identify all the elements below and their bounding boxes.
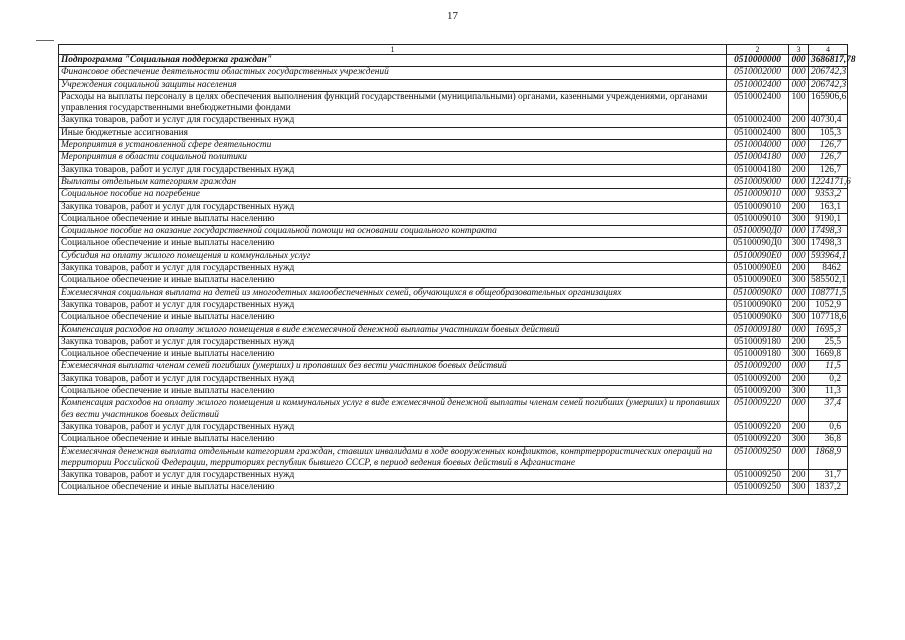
row-name: Учреждения социальной защиты населения <box>59 79 727 91</box>
row-expense-type: 200 <box>789 115 809 127</box>
row-target-code: 0510009200 <box>727 361 789 373</box>
row-target-code: 05100090К0 <box>727 299 789 311</box>
row-name: Социальное обеспечение и иные выплаты населению <box>59 213 727 225</box>
row-amount: 165906,6 <box>809 91 848 115</box>
row-amount: 37,4 <box>809 398 848 422</box>
table-row <box>59 115 848 127</box>
column-number-3: 3 <box>789 45 809 55</box>
table-row <box>59 152 848 164</box>
row-target-code: 05100090К0 <box>727 312 789 324</box>
row-amount: 163,1 <box>809 201 848 213</box>
row-target-code: 05100090Д0 <box>727 226 789 238</box>
row-amount: 0,6 <box>809 421 848 433</box>
table-row <box>59 482 848 494</box>
row-name: Социальное обеспечение и иные выплаты населению <box>59 434 727 446</box>
row-amount: 25,5 <box>809 336 848 348</box>
row-amount: 1868,9 <box>809 446 848 470</box>
row-amount: 1695,3 <box>809 324 848 336</box>
row-name: Социальное обеспечение и иные выплаты населению <box>59 482 727 494</box>
table-row <box>59 446 848 470</box>
row-amount: 1669,8 <box>809 349 848 361</box>
row-expense-type: 300 <box>789 482 809 494</box>
table-row <box>59 470 848 482</box>
row-target-code: 0510000000 <box>727 55 789 67</box>
row-amount: 40730,4 <box>809 115 848 127</box>
row-amount: 126,7 <box>809 140 848 152</box>
table-row <box>59 226 848 238</box>
row-target-code: 0510009220 <box>727 421 789 433</box>
table-row <box>59 55 848 67</box>
row-target-code: 0510004000 <box>727 140 789 152</box>
row-amount: 107718,6 <box>809 312 848 324</box>
row-amount: 126,7 <box>809 164 848 176</box>
row-amount: 11,3 <box>809 386 848 398</box>
row-target-code: 05100090Е0 <box>727 250 789 262</box>
row-target-code: 0510009250 <box>727 482 789 494</box>
row-name: Финансовое обеспечение деятельности областных государственных учреждений <box>59 67 727 79</box>
row-expense-type: 000 <box>789 189 809 201</box>
row-expense-type: 200 <box>789 263 809 275</box>
table-row <box>59 263 848 275</box>
table-row <box>59 164 848 176</box>
row-target-code: 0510004180 <box>727 152 789 164</box>
row-amount: 1052,9 <box>809 299 848 311</box>
row-name: Закупка товаров, работ и услуг для государственных нужд <box>59 421 727 433</box>
row-expense-type: 200 <box>789 470 809 482</box>
row-target-code: 05100090Е0 <box>727 275 789 287</box>
row-target-code: 0510002400 <box>727 115 789 127</box>
page-number: 17 <box>447 10 458 22</box>
table-row <box>59 386 848 398</box>
table-row <box>59 250 848 262</box>
row-expense-type: 000 <box>789 446 809 470</box>
row-name: Мероприятия в области социальной политики <box>59 152 727 164</box>
row-name: Закупка товаров, работ и услуг для государственных нужд <box>59 470 727 482</box>
row-target-code: 0510002000 <box>727 67 789 79</box>
row-expense-type: 200 <box>789 201 809 213</box>
row-expense-type: 000 <box>789 324 809 336</box>
row-amount: 206742,3 <box>809 79 848 91</box>
row-amount: 585502,1 <box>809 275 848 287</box>
row-target-code: 0510009180 <box>727 324 789 336</box>
row-expense-type: 200 <box>789 299 809 311</box>
table-row <box>59 189 848 201</box>
scan-mark <box>36 40 54 41</box>
row-amount: 17498,3 <box>809 238 848 250</box>
row-amount: 126,7 <box>809 152 848 164</box>
row-amount: 1224171,6 <box>809 176 848 188</box>
table-row <box>59 312 848 324</box>
row-name: Закупка товаров, работ и услуг для государственных нужд <box>59 201 727 213</box>
table-row <box>59 361 848 373</box>
row-name: Расходы на выплаты персоналу в целях обеспечения выполнения функций государственными (муниципальными) органами, казенными учреждениями, органами управления государственными внебюджетными фондами <box>59 91 727 115</box>
row-name: Ежемесячная социальная выплата на детей из многодетных малообеспеченных семей, обучающихся в общеобразовательных организациях <box>59 287 727 299</box>
row-target-code: 0510009180 <box>727 349 789 361</box>
row-name: Закупка товаров, работ и услуг для государственных нужд <box>59 299 727 311</box>
table-row <box>59 127 848 139</box>
table-row <box>59 213 848 225</box>
row-expense-type: 000 <box>789 140 809 152</box>
row-name: Ежемесячная денежная выплата отдельным категориям граждан, ставших инвалидами в ходе вооруженных конфликтов, контртеррористических операций на территории Российской Федерации, территориях республик бывшего СССР, в период ведения боевых действий в Афганистане <box>59 446 727 470</box>
table-row <box>59 434 848 446</box>
row-expense-type: 000 <box>789 398 809 422</box>
row-amount: 206742,3 <box>809 67 848 79</box>
row-amount: 108771,5 <box>809 287 848 299</box>
row-amount: 0,2 <box>809 373 848 385</box>
table-row <box>59 91 848 115</box>
budget-table-body <box>59 45 856 495</box>
row-expense-type: 300 <box>789 434 809 446</box>
table-row <box>59 299 848 311</box>
row-expense-type: 300 <box>789 275 809 287</box>
table-row <box>59 349 848 361</box>
row-name: Социальное обеспечение и иные выплаты населению <box>59 349 727 361</box>
table-row <box>59 176 848 188</box>
row-expense-type: 000 <box>789 55 809 67</box>
row-target-code: 05100090Д0 <box>727 238 789 250</box>
row-target-code: 0510009250 <box>727 470 789 482</box>
row-amount: 36,8 <box>809 434 848 446</box>
column-number-1: 1 <box>59 45 727 55</box>
row-name: Социальное пособие на оказание государственной социальной помощи на основании социального контракта <box>59 226 727 238</box>
table-row <box>59 79 848 91</box>
row-target-code: 0510009220 <box>727 434 789 446</box>
row-name: Социальное обеспечение и иные выплаты населению <box>59 275 727 287</box>
table-row <box>59 421 848 433</box>
row-target-code: 0510009200 <box>727 386 789 398</box>
row-expense-type: 000 <box>789 152 809 164</box>
column-number-2: 2 <box>727 45 789 55</box>
row-amount: 593964,1 <box>809 250 848 262</box>
row-amount: 105,3 <box>809 127 848 139</box>
row-target-code: 0510009220 <box>727 398 789 422</box>
row-expense-type: 100 <box>789 91 809 115</box>
row-name: Социальное обеспечение и иные выплаты населению <box>59 386 727 398</box>
row-amount: 3686817,78 <box>809 55 848 67</box>
row-expense-type: 000 <box>789 67 809 79</box>
table-row <box>59 324 848 336</box>
table-row <box>59 398 848 422</box>
table-row <box>59 140 848 152</box>
row-target-code: 0510009010 <box>727 201 789 213</box>
row-name: Выплаты отдельным категориям граждан <box>59 176 727 188</box>
row-name: Закупка товаров, работ и услуг для государственных нужд <box>59 263 727 275</box>
table-row <box>59 201 848 213</box>
row-expense-type: 200 <box>789 421 809 433</box>
row-target-code: 0510004180 <box>727 164 789 176</box>
row-expense-type: 000 <box>789 176 809 188</box>
row-expense-type: 300 <box>789 238 809 250</box>
row-name: Социальное обеспечение и иные выплаты населению <box>59 238 727 250</box>
table-row <box>59 67 848 79</box>
column-number-row <box>59 45 848 55</box>
row-target-code: 0510002400 <box>727 79 789 91</box>
row-target-code: 0510009010 <box>727 213 789 225</box>
table-row <box>59 238 848 250</box>
row-amount: 9353,2 <box>809 189 848 201</box>
table-row <box>59 373 848 385</box>
row-amount: 9190,1 <box>809 213 848 225</box>
row-expense-type: 000 <box>789 226 809 238</box>
row-target-code: 0510009180 <box>727 336 789 348</box>
budget-table <box>58 44 856 495</box>
row-target-code: 05100090Е0 <box>727 263 789 275</box>
row-amount: 11,5 <box>809 361 848 373</box>
row-expense-type: 300 <box>789 312 809 324</box>
row-amount: 1837,2 <box>809 482 848 494</box>
row-expense-type: 000 <box>789 287 809 299</box>
row-name: Закупка товаров, работ и услуг для государственных нужд <box>59 336 727 348</box>
row-name: Закупка товаров, работ и услуг для государственных нужд <box>59 164 727 176</box>
row-target-code: 05100090К0 <box>727 287 789 299</box>
row-name: Подпрограмма "Социальная поддержка граждан" <box>59 55 727 67</box>
row-name: Ежемесячная выплата членам семей погибших (умерших) и пропавших без вести участников боевых действий <box>59 361 727 373</box>
row-amount: 17498,3 <box>809 226 848 238</box>
row-expense-type: 200 <box>789 336 809 348</box>
row-target-code: 0510009010 <box>727 189 789 201</box>
row-expense-type: 200 <box>789 373 809 385</box>
row-name: Компенсация расходов на оплату жилого помещения в виде ежемесячной денежной выплаты участникам боевых действий <box>59 324 727 336</box>
row-name: Компенсация расходов на оплату жилого помещения и коммунальных услуг в виде ежемесячной денежной выплаты членам семей погибших (умерших) и пропавших без вести участников боевых действий <box>59 398 727 422</box>
row-target-code: 0510009000 <box>727 176 789 188</box>
row-amount: 8462 <box>809 263 848 275</box>
row-name: Мероприятия в установленной сфере деятельности <box>59 140 727 152</box>
row-name: Закупка товаров, работ и услуг для государственных нужд <box>59 373 727 385</box>
row-target-code: 0510009200 <box>727 373 789 385</box>
row-target-code: 0510002400 <box>727 91 789 115</box>
row-name: Иные бюджетные ассигнования <box>59 127 727 139</box>
row-name: Закупка товаров, работ и услуг для государственных нужд <box>59 115 727 127</box>
table-row <box>59 287 848 299</box>
row-name: Социальное пособие на погребение <box>59 189 727 201</box>
row-expense-type: 000 <box>789 361 809 373</box>
table-row <box>59 336 848 348</box>
row-target-code: 0510009250 <box>727 446 789 470</box>
column-number-4: 4 <box>809 45 848 55</box>
row-target-code: 0510002400 <box>727 127 789 139</box>
row-expense-type: 000 <box>789 250 809 262</box>
table-row <box>59 275 848 287</box>
row-expense-type: 200 <box>789 164 809 176</box>
row-expense-type: 800 <box>789 127 809 139</box>
row-expense-type: 000 <box>789 79 809 91</box>
row-expense-type: 300 <box>789 349 809 361</box>
row-expense-type: 300 <box>789 386 809 398</box>
row-expense-type: 300 <box>789 213 809 225</box>
row-name: Социальное обеспечение и иные выплаты населению <box>59 312 727 324</box>
row-amount: 31,7 <box>809 470 848 482</box>
row-name: Субсидия на оплату жилого помещения и коммунальных услуг <box>59 250 727 262</box>
